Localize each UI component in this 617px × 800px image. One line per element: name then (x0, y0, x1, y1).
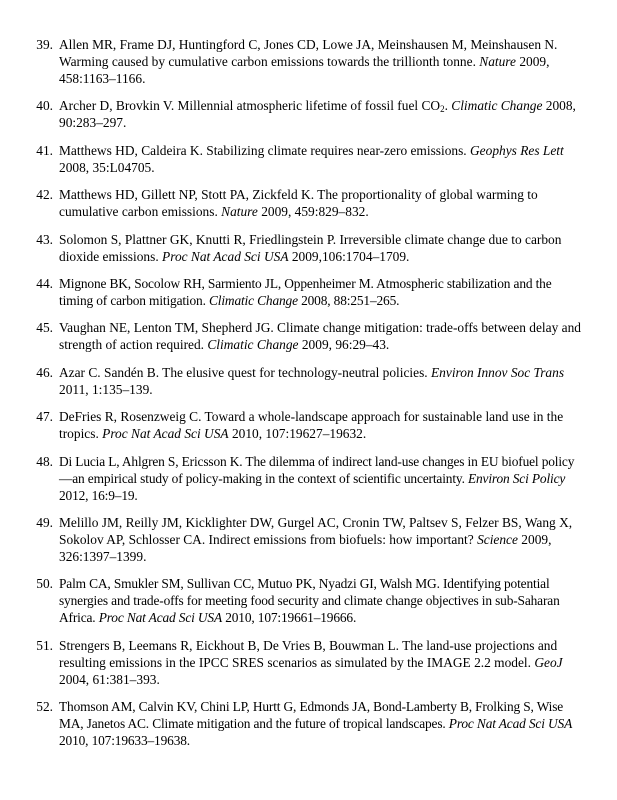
reference-number: 40. (36, 98, 53, 114)
journal-name: GeoJ (534, 654, 563, 670)
reference-text: Matthews HD, Gillett NP, Stott PA, Zickfeld K. The proportionality of global warming to cumulative carbon emissions. Nature 2009, 459:829–832. (59, 187, 538, 220)
journal-name: Nature (221, 204, 258, 220)
journal-name: Climatic Change (209, 292, 298, 308)
reference-item (0, 698, 617, 749)
journal-name: Climatic Change (451, 98, 543, 114)
reference-text: Azar C. Sandén B. The elusive quest for technology-neutral policies. Environ Innov Soc Trans 2011, 1:135–139. (59, 364, 565, 397)
reference-item (0, 514, 617, 565)
reference-item (0, 231, 617, 265)
reference-number: 49. (36, 514, 53, 530)
subscript: 2 (440, 104, 445, 115)
reference-number: 46. (36, 364, 53, 380)
reference-item (0, 453, 617, 504)
reference-number: 41. (36, 142, 53, 158)
reference-text: Solomon S, Plattner GK, Knutti R, Friedlingstein P. Irreversible climate change due to carbon dioxide emissions. Proc Nat Acad Sci USA 2009,106:1704–1709. (59, 231, 562, 264)
journal-name: Geophys Res Lett (470, 142, 564, 158)
reference-text: Palm CA, Smukler SM, Sullivan CC, Mutuo PK, Nyadzi GI, Walsh MG. Identifying potential synergies and trade-offs for meeting food security and climate change objectives in sub-Saharan Africa. Proc Nat Acad Sci USA 2010, 107:19661–19666. (59, 576, 560, 626)
reference-number: 43. (36, 231, 53, 247)
reference-list (0, 36, 617, 759)
reference-item (0, 275, 617, 309)
reference-number: 44. (36, 275, 53, 291)
reference-item (0, 319, 617, 353)
reference-text: Melillo JM, Reilly JM, Kicklighter DW, Gurgel AC, Cronin TW, Paltsev S, Felzer BS, Wang X, Sokolov AP, Schlosser CA. Indirect emissions from biofuels: how important? Science 2009, 326:1397–1399. (59, 514, 573, 564)
reference-number: 47. (36, 409, 53, 425)
journal-name: Environ Sci Policy (467, 470, 566, 486)
journal-name: Environ Innov Soc Trans (431, 364, 565, 380)
journal-name: Proc Nat Acad Sci USA (102, 426, 229, 442)
reference-number: 48. (36, 453, 53, 469)
reference-text: Vaughan NE, Lenton TM, Shepherd JG. Climate change mitigation: trade-offs between delay and strength of action required. Climatic Change 2009, 96:29–43. (59, 320, 581, 353)
reference-number: 39. (36, 37, 53, 52)
reference-item (0, 364, 617, 398)
journal-name: Proc Nat Acad Sci USA (98, 610, 222, 626)
reference-item (0, 637, 617, 688)
reference-item (0, 408, 617, 442)
reference-text: Allen MR, Frame DJ, Huntingford C, Jones CD, Lowe JA, Meinshausen M, Meinshausen N. Warming caused by cumulative carbon emissions towards the trillionth tonne. Nature 2009, 458:1163–1166. (59, 37, 558, 86)
reference-number: 52. (36, 699, 53, 715)
journal-name: Nature (479, 54, 516, 69)
journal-name: Science (477, 531, 518, 547)
reference-text: Archer D, Brovkin V. Millennial atmospheric lifetime of fossil fuel $CO_2$. Climatic Change 2008, 90:283–297. (59, 98, 576, 131)
journal-name: Proc Nat Acad Sci USA (448, 716, 573, 732)
reference-item (0, 142, 617, 176)
reference-number: 50. (36, 576, 53, 592)
journal-name: Proc Nat Acad Sci USA (162, 248, 289, 264)
reference-item (0, 575, 617, 626)
reference-text: Di Lucia L, Ahlgren S, Ericsson K. The dilemma of indirect land-use changes in EU biofuel policy—an empirical study of policy-making in the context of scientific uncertainty. Environ Sci Policy 2012, 16:9–19. (59, 453, 575, 503)
journal-name: Climatic Change (207, 337, 299, 353)
reference-text: Strengers B, Leemans R, Eickhout B, De Vries B, Bouwman L. The land-use projections and resulting emissions in the IPCC SRES scenarios as simulated by the IMAGE 2.2 model. GeoJ 2004, 61:381–393. (59, 637, 563, 687)
reference-text: Matthews HD, Caldeira K. Stabilizing climate requires near-zero emissions. Geophys Res Lett 2008, 35:L04705. (59, 142, 564, 175)
reference-text: Mignone BK, Socolow RH, Sarmiento JL, Oppenheimer M. Atmospheric stabilization and the timing of carbon mitigation. Climatic Change 2008, 88:251–265. (59, 275, 552, 308)
reference-number: 51. (36, 637, 53, 653)
reference-item (0, 36, 617, 87)
reference-number: 45. (36, 320, 53, 336)
reference-number: 42. (36, 187, 53, 203)
reference-item (0, 186, 617, 220)
reference-item (0, 97, 617, 131)
reference-text: DeFries R, Rosenzweig C. Toward a whole-landscape approach for sustainable land use in the tropics. Proc Nat Acad Sci USA 2010, 107:19627–19632. (59, 409, 564, 442)
reference-text: Thomson AM, Calvin KV, Chini LP, Hurtt G, Edmonds JA, Bond-Lamberty B, Frolking S, Wise MA, Janetos AC. Climate mitigation and the future of tropical landscapes. Proc Nat Acad Sci USA 2010, 107:19633–19638. (59, 699, 573, 749)
